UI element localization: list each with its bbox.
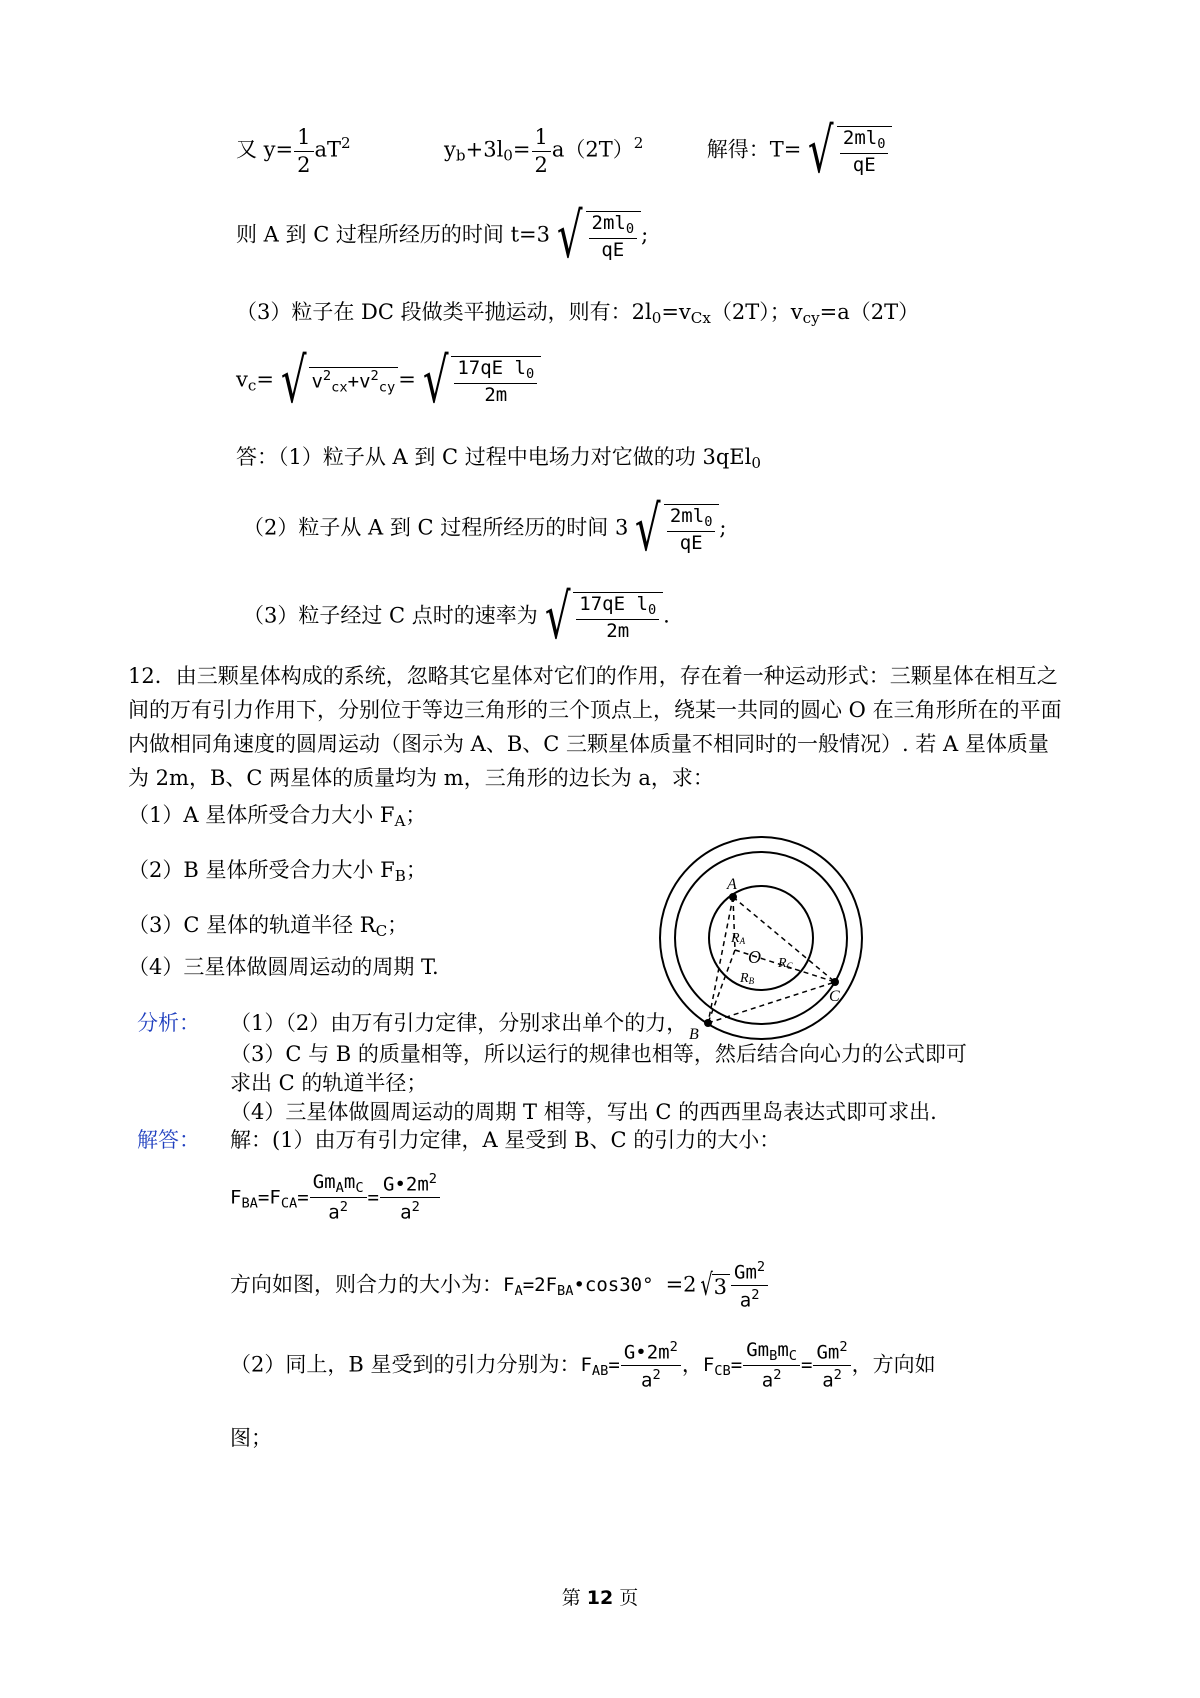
label-a: A: [727, 876, 737, 893]
sub-question-1: （1）A 星体所受合力大小 $F_A$；: [128, 803, 427, 831]
analysis-label: 分析：: [137, 1011, 200, 1035]
answer-2: （2）粒子从 A 到 C 过程所经历的时间 3 √ $\frac{2ml_0}{qE}$ ;: [243, 492, 727, 565]
solution-4: 图；: [230, 1426, 272, 1450]
sub-question-2: （2）B 星体所受合力大小 $F_B$；: [128, 858, 427, 886]
fraction-half: $\frac{1}{2}$: [294, 126, 313, 175]
star-c: [831, 978, 839, 986]
three-body-diagram: [655, 835, 870, 1040]
star-b: [704, 1019, 712, 1027]
label-o: O: [748, 947, 761, 967]
label-rb: RB: [740, 971, 755, 986]
star-a: [729, 893, 737, 901]
label-b: B: [689, 1026, 699, 1040]
formula-fba: $F_{BA}=F_{CA}=$ $\frac{Gm_Am_C}{a^2}$ = $\frac{G•2m^2}{a^2}$: [230, 1172, 441, 1224]
equation-line-4: $v_c=$ √ $v^2_{cx}+v^2_{cy}$ = √ $\frac{17qE l_0}{2m}$: [236, 350, 541, 412]
middle-orbit: [675, 852, 847, 1024]
outer-orbit: [660, 837, 862, 1039]
solution-3: （2）同上，B 星受到的引力分别为：$F_{AB}=$ $\frac{G•2m^2}{a^2}$ ，$F_{CB}=$ $\frac{Gm_Bm_C}{a^2}$ = $\frac{Gm^2}{a^2}$ ，方向如: [230, 1338, 936, 1392]
analysis-1: （1）（2）由万有引力定律，分别求出单个的力，: [230, 1011, 688, 1035]
solution-1: 解：(1）由万有引力定律，A 星受到 B、C 的引力的大小：: [230, 1128, 781, 1152]
question-12: 12．由三颗星体构成的系统，忽略其它星体对它们的作用，存在着一种运动形式：三颗星体在相互之间的万有引力作用下，分别位于等边三角形的三个顶点上，绕某一共同的圆心 O 在三角形所在的平面内做相同角速度的圆周运动（图示为 A、B、C 三颗星体质量不相同时的一般情况）. 若 A 星体质量为 2m，B、C 两星体的质量均为 m，三角形的边长为 a，求：: [128, 664, 1062, 790]
analysis-4: （4）三星体做圆周运动的周期 T 相等，写出 C 的西西里岛表达式即可求出.: [230, 1100, 937, 1124]
equation-line-1: 又 y= $\frac{1}{2}$ $aT^2$ $y_b+3l_0=$ $\frac{1}{2}$ $a(2T)^2$ 解得：T= √ $\frac{2ml_0}{qE}$: [236, 120, 892, 182]
label-rc: RC: [778, 956, 793, 971]
equation-line-2: 则 A 到 C 过程所经历的时间 t=3 √ $\frac{2ml_0}{qE}$ ;: [236, 199, 649, 272]
inner-orbit: [709, 886, 813, 990]
sub-question-3: （3）C 星体的轨道半径 $R_C$；: [128, 913, 409, 941]
equation-line-3: （3）粒子在 DC 段做类平抛运动，则有：$2l_0=v_{Cx}(2T)$；$v_{cy}=a(2T)$: [236, 300, 920, 328]
page-number: 12: [586, 1587, 614, 1609]
sub-question-4: （4）三星体做圆周运动的周期 T.: [128, 955, 439, 979]
answer-1: 答：（1）粒子从 A 到 C 过程中电场力对它做的功 3qEl$_0$: [236, 445, 761, 473]
solution-label: 解答：: [137, 1128, 200, 1152]
analysis-2: （3）C 与 B 的质量相等，所以运行的规律也相等，然后结合向心力的公式即可: [230, 1042, 967, 1066]
label-ra: RA: [731, 931, 746, 946]
label-c: C: [829, 988, 840, 1005]
solution-2: 方向如图，则合力的大小为：$F_A=2F_{BA}•\cos 30^\circ =2$ √ 3 $\frac{Gm^2}{a^2}$: [230, 1260, 769, 1312]
sqrt-expression: √ $\frac{2ml_0}{qE}$: [801, 120, 892, 182]
answer-3: （3）粒子经过 C 点时的速率为 √ $\frac{17qE l_0}{2m}$ .: [243, 580, 670, 653]
analysis-3: 求出 C 的轨道半径；: [230, 1071, 428, 1095]
page-footer: 第 12 页: [561, 1587, 639, 1609]
